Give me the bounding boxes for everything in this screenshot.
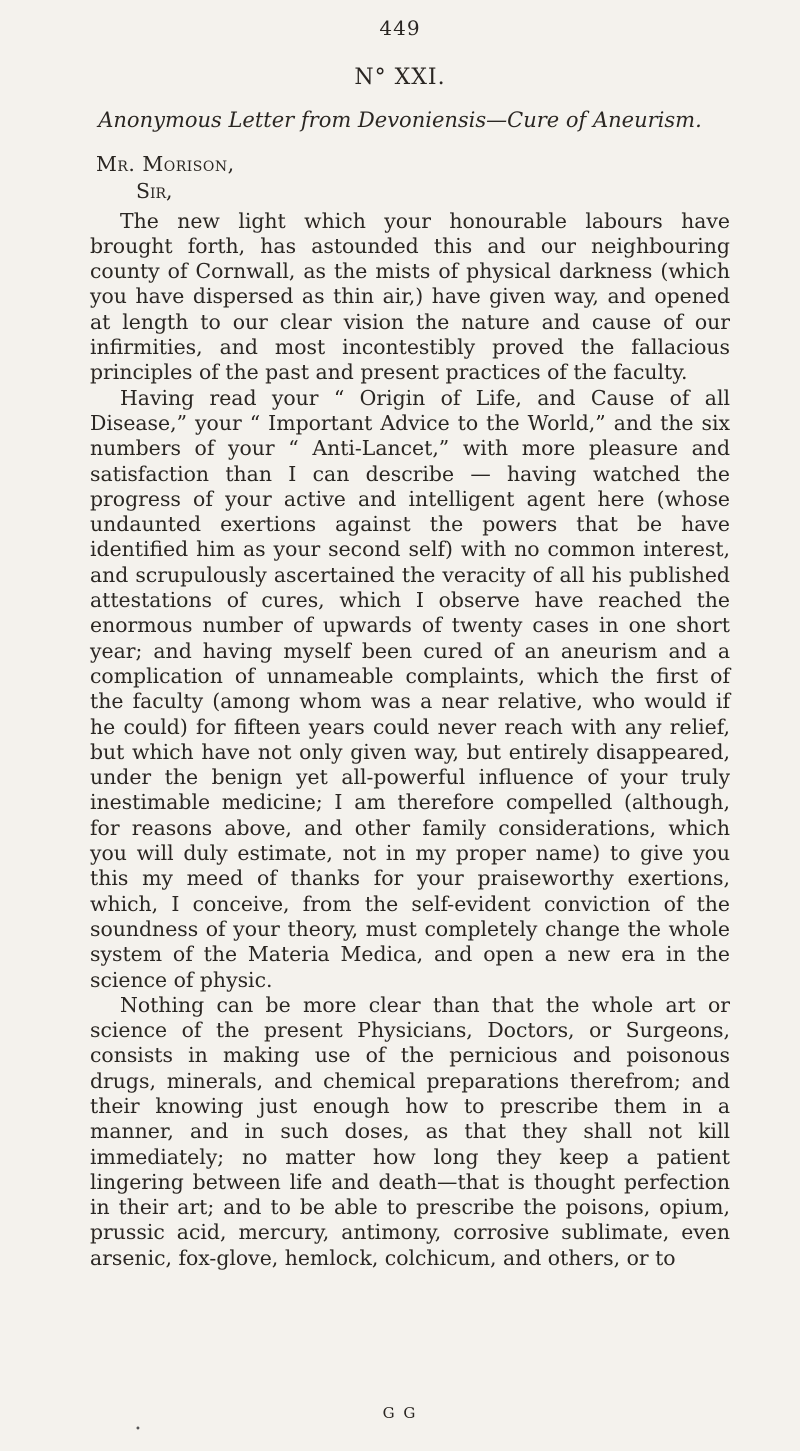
- letter-number-heading: N° XXI.: [354, 65, 446, 90]
- paragraph-1: The new light which your honourable labours have brought forth, has astounded this and our neighbouring county of Cornwall, as the mists of physical darkness (which you have dispersed as thin air,) have given way, and opened at length to our clear vision the nature and cause of our infirmities, and most incontestibly proved the fallacious principles of the past and present practices of the faculty.: [90, 208, 730, 385]
- page-number: 449: [379, 16, 421, 40]
- paragraph-2: Having read your “ Origin of Life, and Cause of all Disease,” your “ Important Advice to the World,” and the six numbers of your “ Anti-Lancet,” with more pleasure and satisfaction than I can describe — having watched the progress of your active and intelligent agent here (whose undaunted exertions against the powers that be have identified him as your second self) with no common interest, and scrupulously ascertained the veracity of all his published attestations of cures, which I observe have reached the enormous number of upwards of twenty cases in one short year; and having myself been cured of an aneurism and a complication of unnameable complaints, which the first of the faculty (among whom was a near relative, who would if he could) for fifteen years could never reach with any relief, but which have not only given way, but entirely disappeared, under the benign yet all-powerful influence of your truly inestimable medicine; I am therefore compelled (although, for reasons above, and other family considerations, which you will duly estimate, not in my proper name) to give you this my meed of thanks for your praiseworthy exertions, which, I conceive, from the self-evident conviction of the soundness of your theory, must completely change the whole system of the Materia Medica, and open a new era in the science of physic.: [90, 385, 730, 992]
- letter-subtitle: Anonymous Letter from Devoniensis—Cure of Aneurism.: [98, 108, 702, 132]
- printer-mark: •: [135, 1424, 141, 1435]
- salutation-sir: Sir,: [136, 179, 173, 204]
- paragraph-3: Nothing can be more clear than that the whole art or science of the present Physicians, Doctors, or Surgeons, consists in making use of the pernicious and poisonous drugs, minerals, and chemical preparations therefrom; and their knowing just enough how to prescribe them in a manner, and in such doses, as that they shall not kill immediately; no matter how long they keep a patient lingering between life and death—that is thought perfection in their art; and to be able to prescribe the poisons, opium, prussic acid, mercury, antimony, corrosive sublimate, even arsenic, fox-glove, hemlock, colchicum, and others, or to: [90, 992, 730, 1270]
- salutation-addressee: Mr. Morison,: [96, 152, 235, 176]
- signature-mark: G G: [382, 1404, 418, 1422]
- letter-body: [90, 152, 730, 1271]
